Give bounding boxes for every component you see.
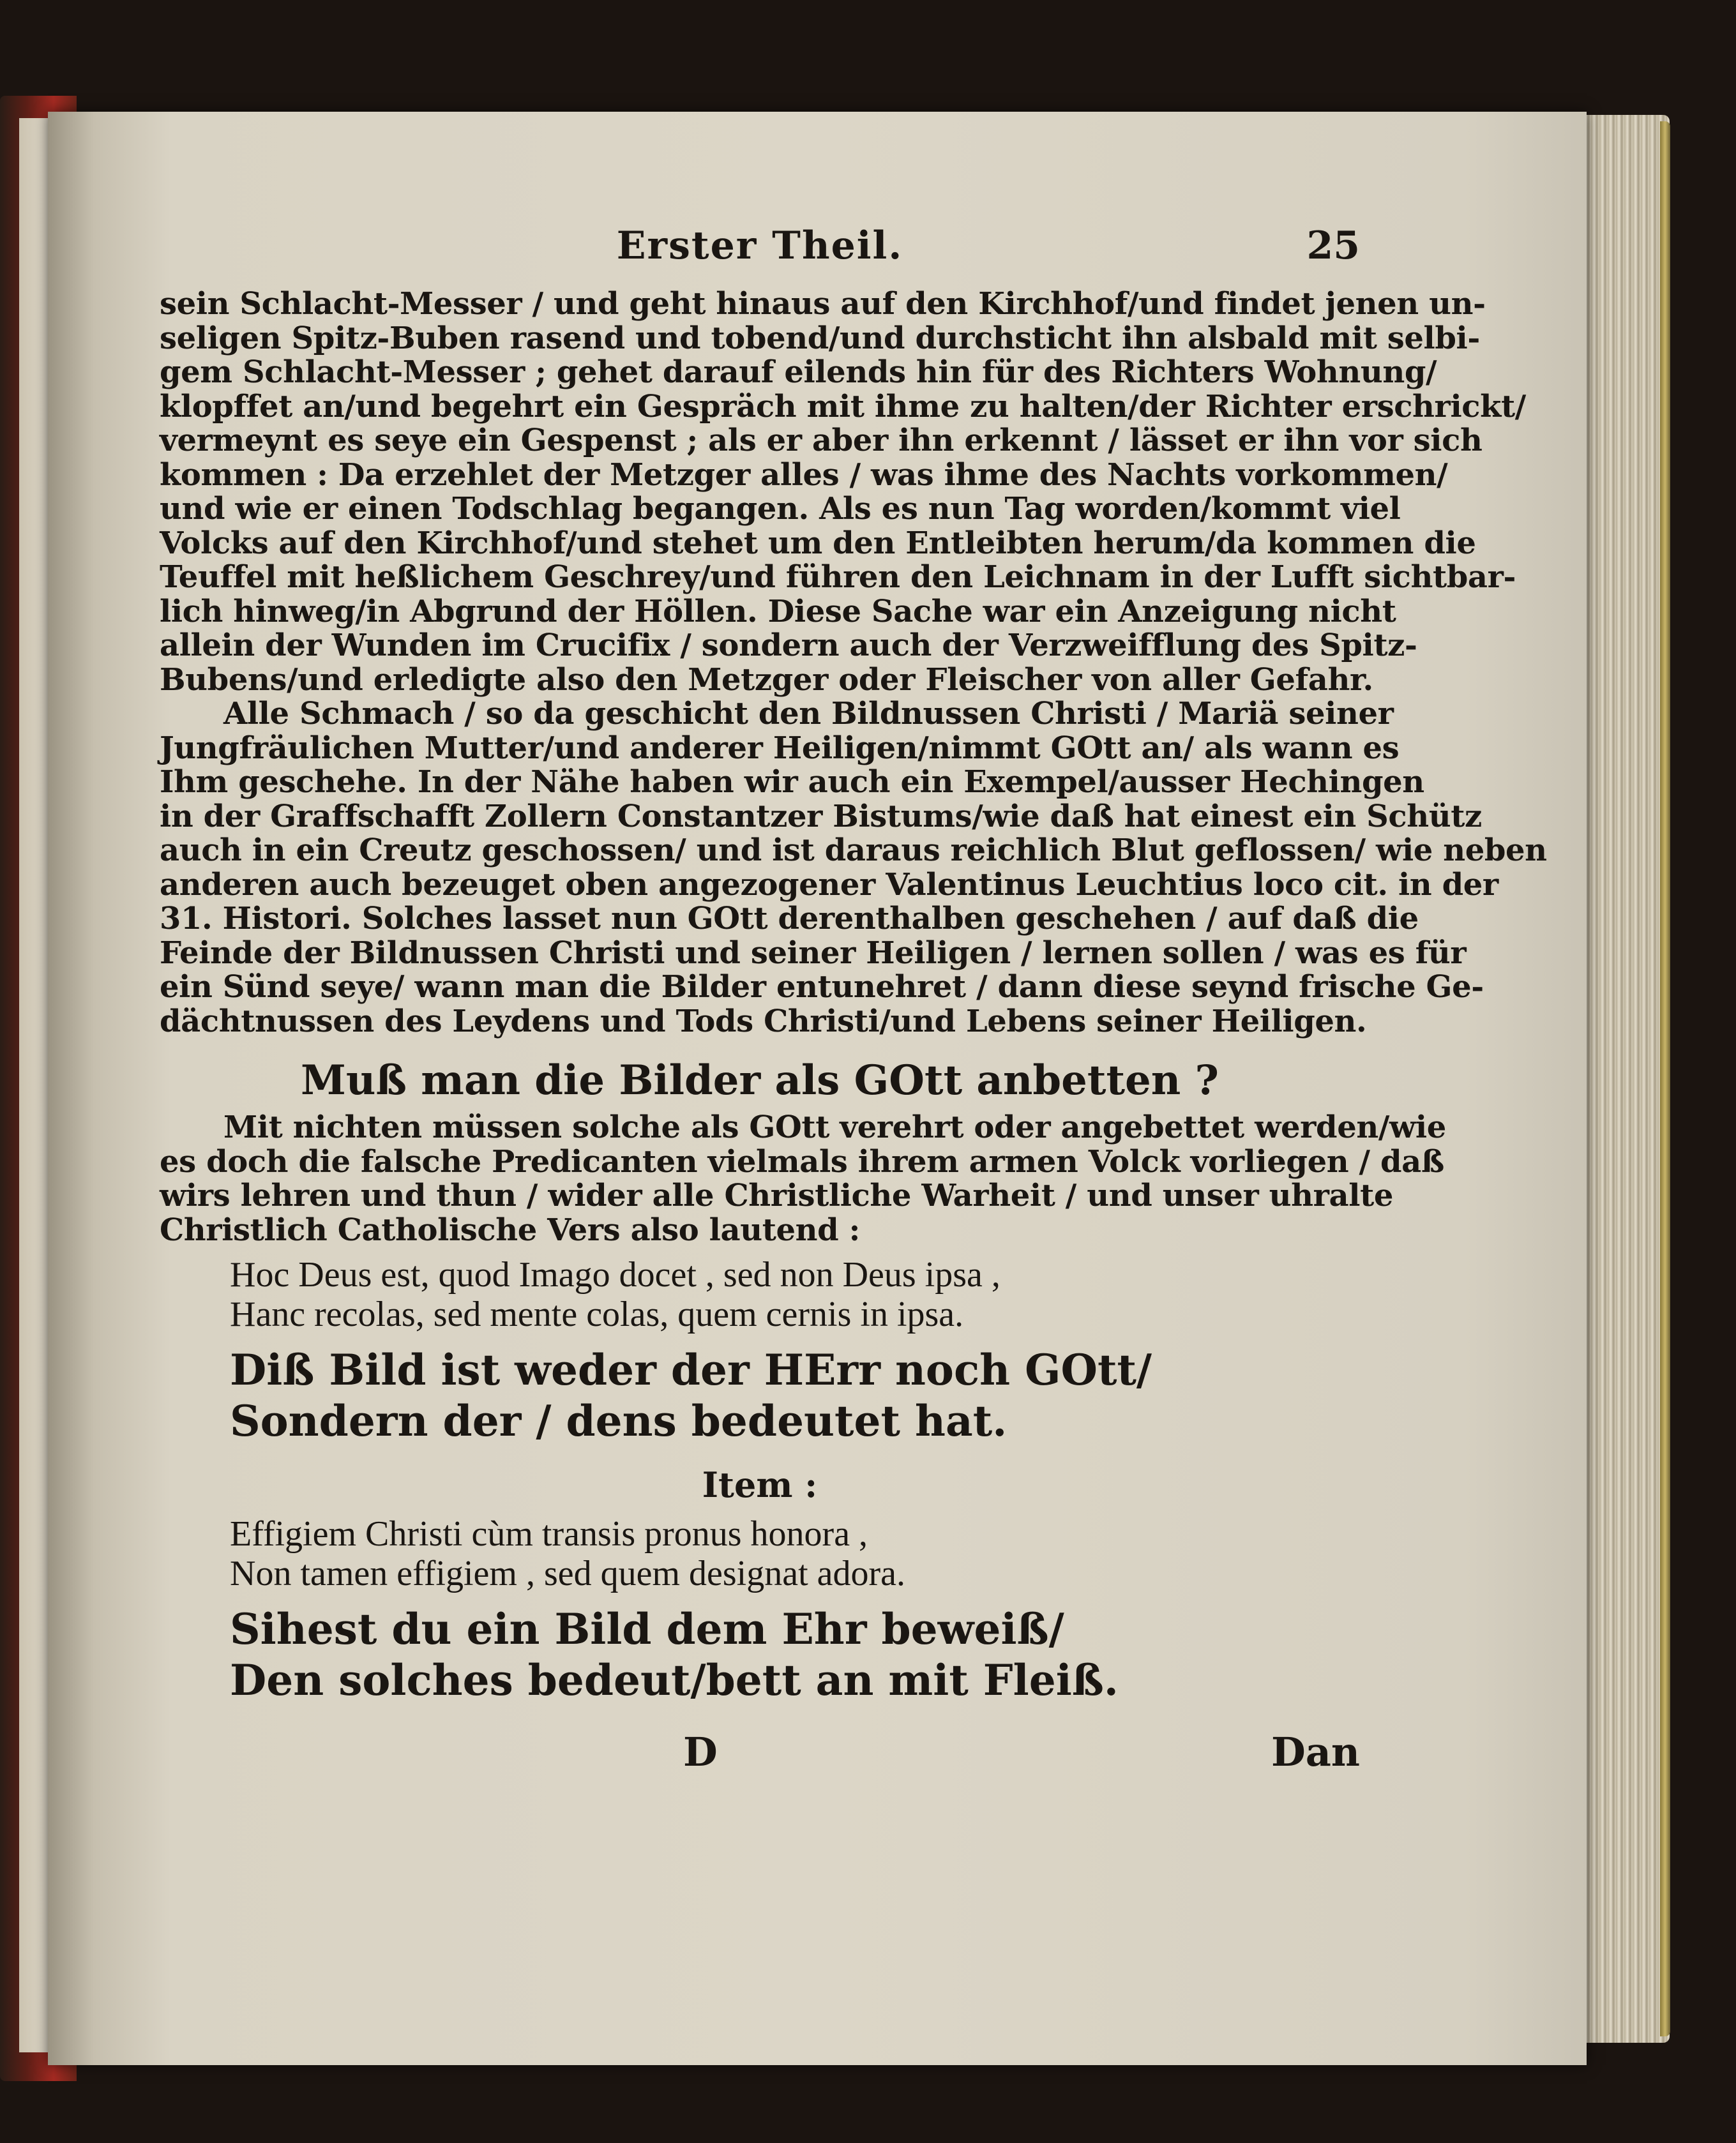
text-line: 31. Histori. Solches lasset nun GOtt derenthalben geschehen / auf daß die — [160, 901, 1419, 936]
text-line: anderen auch bezeuget oben angezogener Valentinus Leuchtius loco cit. in der — [160, 866, 1498, 903]
catchword: Dan — [1271, 1729, 1360, 1775]
text-line: sein Schlacht-Messer / und geht hinaus auf den Kirchhof/und findet jenen un- — [160, 286, 1486, 322]
paragraph-1 — [160, 286, 1526, 698]
verse-line: Den solches bedeut/bett an mit Fleiß. — [230, 1655, 1119, 1705]
text-line: Bubens/und erledigte also den Metzger oder Fleischer von aller Gefahr. — [160, 661, 1373, 698]
paragraph-2 — [160, 696, 1547, 1039]
item-label: Item : — [702, 1464, 818, 1505]
latin-line: Hoc Deus est, quod Imago docet , sed non Deus ipsa , — [230, 1255, 1000, 1295]
paragraph-3 — [160, 1109, 1446, 1248]
text-line: Volcks auf den Kirchhof/und stehet um den Entleibten herum/da kommen die — [160, 525, 1476, 561]
text-line: Teuffel mit heßlichem Geschrey/und führen den Leichnam in der Lufft sichtbar- — [160, 559, 1516, 595]
verse-line: Sihest du ein Bild dem Ehr beweiß/ — [230, 1604, 1064, 1654]
signature-mark: D — [683, 1729, 718, 1775]
latin-line: Effigiem Christi cùm transis pronus honora , — [230, 1514, 868, 1554]
text-line: auch in ein Creutz geschossen/ und ist daraus reichlich Blut geflossen/ wie neben — [160, 832, 1547, 868]
text-line: dächtnussen des Leydens und Tods Christi/und Lebens seiner Heiligen. — [160, 1003, 1367, 1039]
page-header — [160, 223, 1360, 274]
text-line: allein der Wunden im Crucifix / sondern auch der Verzweifflung des Spitz- — [160, 628, 1417, 663]
text-line: seligen Spitz-Buben rasend und tobend/und durchsticht ihn alsbald mit selbi- — [160, 320, 1480, 356]
text-line: Jungfräulichen Mutter/und anderer Heiligen/nimmt GOtt an/ als wann es — [160, 730, 1400, 766]
text-line: es doch die falsche Predicanten vielmals ihrem armen Volck vorliegen / daß — [160, 1143, 1444, 1180]
text-line: wirs lehren und thun / wider alle Christliche Warheit / und unser uhralte — [160, 1178, 1394, 1214]
page-number: 25 — [1306, 223, 1360, 268]
text-line: Alle Schmach / so da geschicht den Bildnussen Christi / Mariä seiner — [223, 696, 1394, 732]
section-heading: Muß man die Bilder als GOtt anbetten ? — [300, 1056, 1219, 1104]
text-line: ein Sünd seye/ wann man die Bilder entunehret / dann diese seynd frische Ge- — [160, 969, 1484, 1005]
verse-line: Diß Bild ist weder der HErr noch GOtt/ — [230, 1345, 1152, 1395]
text-line: Christlich Catholische Vers also lautend : — [160, 1212, 860, 1248]
text-line: Mit nichten müssen solche als GOtt verehrt oder angebettet werden/wie — [223, 1109, 1446, 1145]
text-line: kommen : Da erzehlet der Metzger alles / was ihme des Nachts vorkommen/ — [160, 456, 1448, 493]
gilt-edge — [1660, 121, 1670, 2036]
latin-line: Non tamen effigiem , sed quem designat adora. — [230, 1554, 905, 1593]
text-line: gem Schlacht-Messer ; gehet darauf eilends hin für des Richters Wohnung/ — [160, 354, 1437, 390]
page-footer — [160, 1729, 1360, 1780]
text-line: Ihm geschehe. In der Nähe haben wir auch ein Exempel/ausser Hechingen — [160, 764, 1424, 800]
text-line: Feinde der Bildnussen Christi und seiner Heiligen / lernen sollen / was es für — [160, 935, 1467, 971]
page-text — [160, 223, 1547, 1780]
latin-verse-2 — [160, 1514, 1360, 1593]
german-verse-1 — [160, 1344, 1360, 1447]
text-line: in der Graffschafft Zollern Constantzer Bistums/wie daß hat einest ein Schütz — [160, 798, 1482, 834]
latin-line: Hanc recolas, sed mente colas, quem cernis in ipsa. — [230, 1295, 964, 1334]
text-line: und wie er einen Todschlag begangen. Als es nun Tag worden/kommt viel — [160, 491, 1401, 527]
verse-line: Sondern der / dens bedeutet hat. — [230, 1396, 1008, 1446]
latin-verse-1 — [160, 1255, 1360, 1334]
text-line: klopffet an/und begehrt ein Gespräch mit ihme zu halten/der Richter erschrickt/ — [160, 388, 1526, 425]
running-title: Erster Theil. — [616, 223, 903, 268]
text-line: lich hinweg/in Abgrund der Höllen. Diese Sache war ein Anzeigung nicht — [160, 593, 1396, 629]
text-line: vermeynt es seye ein Gespenst ; als er aber ihn erkennt / lässet er ihn vor sich — [160, 423, 1483, 458]
german-verse-2 — [160, 1604, 1360, 1706]
